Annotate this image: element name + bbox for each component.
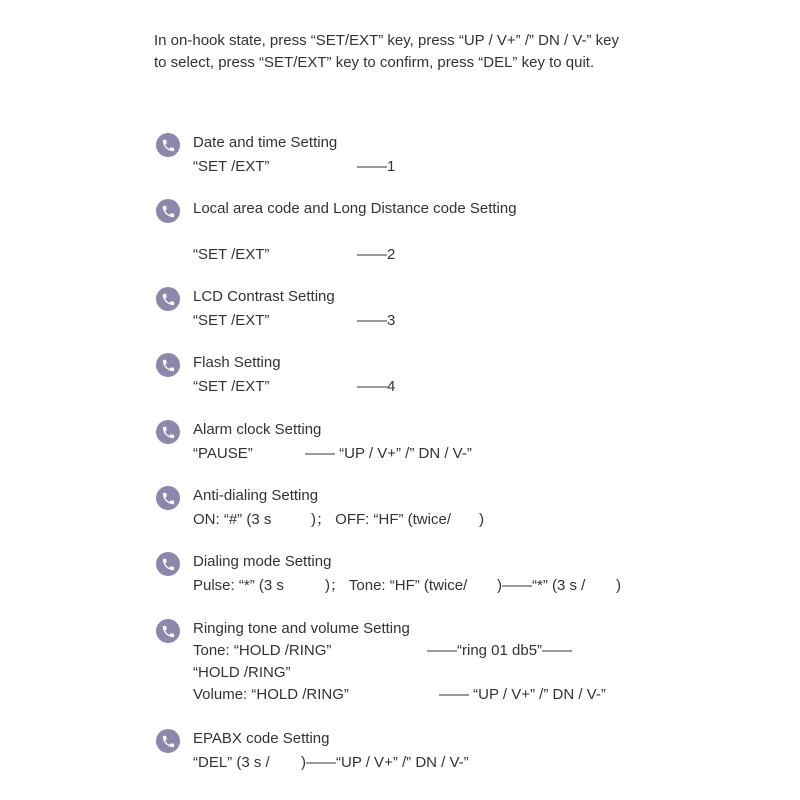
instruction-key: “HOLD /RING” [193, 664, 291, 681]
phone-handset-icon [156, 353, 180, 377]
instruction-key: “SET /EXT” [193, 158, 270, 175]
instruction-key: “PAUSE” [193, 445, 253, 462]
section-title: EPABX code Setting [193, 730, 330, 747]
instruction-step: ——“ring 01 db5”—— [427, 642, 573, 659]
section-title: Ringing tone and volume Setting [193, 620, 410, 637]
section-title: LCD Contrast Setting [193, 288, 335, 305]
instruction-part: )； Tone: “HF” (twice/ [325, 577, 468, 594]
instruction-part: Pulse: “*” (3 s [193, 577, 284, 594]
intro-text [154, 30, 674, 74]
instruction-part: ) [616, 577, 621, 594]
instruction-key: Volume: “HOLD /RING” [193, 686, 349, 703]
section-title: Local area code and Long Distance code Setting [193, 200, 517, 217]
phone-handset-icon [156, 486, 180, 510]
instruction-part: “DEL” (3 s / [193, 754, 270, 771]
instruction-step: —— “UP / V+” /” DN / V-” [305, 445, 472, 462]
instruction-key: “SET /EXT” [193, 378, 270, 395]
instruction-part: )； OFF: “HF” (twice/ [311, 511, 451, 528]
phone-handset-icon [156, 552, 180, 576]
phone-handset-icon [156, 420, 180, 444]
instruction-key: “SET /EXT” [193, 246, 270, 263]
intro-line-2: to select, press “SET/EXT” key to confirm, press “DEL” key to quit. [154, 54, 595, 71]
phone-handset-icon [156, 287, 180, 311]
instruction-key: Tone: “HOLD /RING” [193, 642, 332, 659]
phone-handset-icon [156, 199, 180, 223]
section-title: Flash Setting [193, 354, 281, 371]
instruction-step: ——1 [357, 158, 396, 175]
section-title: Date and time Setting [193, 134, 338, 151]
phone-handset-icon [156, 133, 180, 157]
instruction-part: )——“*” (3 s / [497, 577, 586, 594]
instruction-step: ——2 [357, 246, 396, 263]
instruction-step: ——3 [357, 312, 396, 329]
instruction-part: ON: “#” (3 s [193, 511, 272, 528]
phone-handset-icon [156, 729, 180, 753]
instruction-part: )——“UP / V+” /” DN / V-” [301, 754, 469, 771]
section-title: Alarm clock Setting [193, 421, 322, 438]
section-title: Dialing mode Setting [193, 553, 332, 570]
instruction-part: ) [479, 511, 484, 528]
intro-line-1: In on-hook state, press “SET/EXT” key, press “UP / V+” /” DN / V-” key [154, 32, 619, 49]
section-title: Anti-dialing Setting [193, 487, 319, 504]
instruction-key: “SET /EXT” [193, 312, 270, 329]
phone-handset-icon [156, 619, 180, 643]
instruction-step: —— “UP / V+” /” DN / V-” [439, 686, 606, 703]
instruction-step: ——4 [357, 378, 396, 395]
